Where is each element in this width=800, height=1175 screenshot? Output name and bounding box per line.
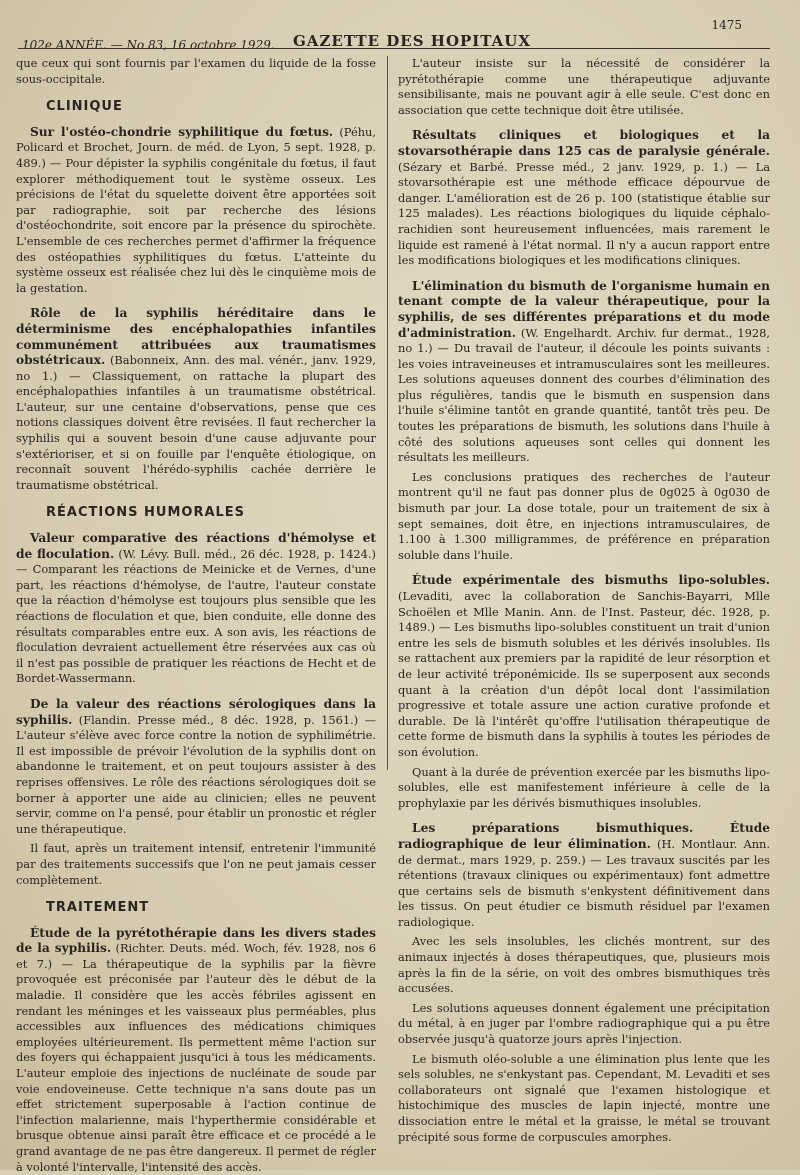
article-valeur-comparative [16, 531, 376, 687]
article-pyretotherapie [16, 926, 376, 1175]
section-clinique: CLINIQUE [46, 99, 123, 115]
article-paragraph: Avec les sels insolubles, les clichés montrent, sur des animaux injectés à doses thérapeutiques, que, plusieurs mois après la fin de la série, on voit des ombres bismuthiques très accusées. [398, 934, 770, 996]
article-paragraph: L'auteur insiste sur la nécessité de considérer la pyrétothérapie comme une thérapeutique adjuvante sensibilisante, mais ne pouvant agir à elle seule. C'est donc en association que cette technique doit être utilisée. [398, 56, 770, 117]
article-body: (W. Engelhardt. Archiv. fur dermat., 1928, no 1.) — Du travail de l'auteur, il découle les points suivants : les voies intraveineuses et intramusculaires sont les meilleures. Les solutions aqueuses donnent des courbes d'élimination des plus régulières, tandis que le bismuth en suspension dans l'huile s'élimine tantôt en grande quantité, tantôt très peu. De toutes les préparations de bismuth, les solutions dans l'huile à côté des solutions aqueuses sont celles qui donnent les résultats les meilleurs. [398, 325, 770, 465]
journal-title: GAZETTE DES HOPITAUX [293, 32, 532, 50]
article-bismuths-liposolubles [398, 573, 770, 760]
article-title: Rôle de la syphilis héréditaire dans le déterminisme des encéphalopathies infantiles communément attribuées aux traumatismes obstétricaux. [16, 306, 376, 368]
article-paragraph: Les conclusions pratiques des recherches de l'auteur montrent qu'il ne faut pas donner plus de 0g025 à 0g030 de bismuth par jour. La dose totale, pour un traitement de six à sept semaines, doit être, en injections intramusculaires, de 1.100 à 1.300 milligrammes, de préférence en préparation soluble dans l'huile. [398, 469, 770, 562]
article-osteochondrie [16, 125, 376, 297]
article-body: (Babonneix, Ann. des mal. vénér., janv. 1929, no 1.) — Classiquement, on rattache la plupart des encéphalopathies infantiles à un traumatisme obstétrical. L'auteur, sur une centaine d'observations, pense que ces notions classiques doivent être revisées. Il faut rechercher la syphilis qui a souvent besoin d'une cause adjuvante pour s'extérioriser, et si on fouille par l'enquête étiologique, on reconnaît souvent l'hérédo-syphilis cachée derrière le traumatisme obstétrical. [16, 353, 376, 492]
article-title: Valeur comparative des réactions d'hémolyse et de floculation. [16, 531, 376, 561]
header-rule [18, 48, 770, 49]
article-title: Les préparations bismuthiques. Étude radiographique de leur élimination. [398, 821, 770, 851]
article-paragraph: Quant à la durée de prévention exercée par les bismuths lipo-solubles, elle est manifestement inférieure à celle de la prophylaxie par les dérivés bismuthiques insolubles. [398, 764, 770, 810]
article-paragraph: Le bismuth oléo-soluble a une élimination plus lente que les sels solubles, ne s'enkystant pas. Cependant, M. Levaditi et ses collaborateurs ont signalé que l'examen histologique et histochimique des muscles de lapin injecté, montre une dissociation entre le métal et la graisse, le métal se trouvant précipité sous forme de corpuscules amorphes. [398, 1051, 770, 1144]
right-column [398, 56, 770, 1150]
article-body: (Levaditi, avec la collaboration de Sanchis-Bayarri, Mlle Schoëlen et Mlle Manin. Ann. de l'Inst. Pasteur, déc. 1928, p. 1489.) — Les bismuths lipo-solubles constituent un trait d'union entre les sels de bismuth solubles et les dérivés insolubles. Ils se rattachent aux premiers par la rapidité de leur résorption et de leur activité tréponémicide. Ils se superposent aux seconds quant à la création d'un dépôt local dont l'assimilation progressive et totale assure une action curative profonde et durable. De là l'intérêt qu'offre l'utilisation thérapeutique de cette forme de bismuth dans la syphilis à toutes les périodes de son évolution. [398, 589, 770, 759]
article-title: De la valeur des réactions sérologiques dans la syphilis. [16, 696, 376, 727]
left-column [16, 56, 377, 1174]
section-reactions-humorales: RÉACTIONS HUMORALES [46, 505, 246, 521]
article-title: L'élimination du bismuth de l'organisme humain en tenant compte de la valeur thérapeutique, pour la syphilis, de ses différentes préparations et du mode d'administration. [398, 278, 770, 340]
issue-line: 102e ANNÉE. — No 83, 16 octobre 1929. [22, 38, 275, 52]
section-traitement: TRAITEMENT [46, 900, 150, 916]
article-reactions-serologiques [16, 697, 376, 837]
article-paragraph: Il faut, après un traitement intensif, entretenir l'immunité par des traitements successifs que l'on ne peut jamais cesser complètement. [16, 841, 376, 887]
article-body: (W. Lévy. Bull. méd., 26 déc. 1928, p. 1424.) — Comparant les réactions de Meinicke et de Vernes, d'une part, les réactions d'hémolyse, de l'autre, l'auteur constate que la réaction d'hémolyse est toujours plus sensible que les réactions de floculation et que, bien conduite, elle donne des résultats comparables entre eux. A son avis, les réactions de floculation devraient actuellement être réservées aux cas où il n'est pas possible de pratiquer les réactions de Hecht et de Bordet-Wassermann. [16, 546, 376, 686]
article-preparations-bismuthiques [398, 821, 770, 930]
article-paragraph: Les solutions aqueuses donnent également une précipitation du métal, à en juger par l'ombre radiographique qui a pu être observée jusqu'à quatorze jours après l'injection. [398, 1000, 770, 1047]
article-title: Sur l'ostéo-chondrie syphilitique du fœtus. [30, 124, 334, 139]
columns [16, 56, 770, 1174]
article-body: (Richter. Deuts. méd. Woch, fév. 1928, nos 6 et 7.) — La thérapeutique de la syphilis par la fièvre provoquée est préconisée par l'auteur dès le début de la maladie. Il considère que les accès fébriles agissent en rendant les méninges et les vaisseaux plus perméables, plus accessibles aux influences des médications chimiques employées ultérieurement. Ils permettent même l'action sur des foyers qui échappaient jusqu'ici à tous les médicaments. L'auteur emploie des injections de nucléinate de soude par voie endoveineuse. Cette technique n'a sans doute pas un effet strictement superposable à l'action continue de l'infection malarienne, mais l'hyperthermie considérable et brusque obtenue ainsi paraît être efficace et ce procédé a le grand avantage de ne pas être dangereux. Il permet de régler à volonté l'intervalle, l'intensité des accès. [16, 941, 377, 1174]
article-title: Étude de la pyrétothérapie dans les divers stades de la syphilis. [16, 925, 376, 956]
article-body: (H. Montlaur. Ann. de dermat., mars 1929, p. 259.) — Les travaux suscités par les rétentions (travaux cliniques ou expérimentaux) font admettre que certains sels de bismuth s'enkystent définitivement dans les tissus. On peut étudier ce bismuth résiduel par l'examen radiologique. [398, 836, 770, 929]
article-title: Étude expérimentale des bismuths lipo-solubles. [412, 573, 770, 588]
article-stovarsotherapie [398, 128, 770, 268]
intro-paragraph: que ceux qui sont fournis par l'examen du liquide de la fosse sous-occipitale. [16, 56, 376, 86]
article-body: (Flandin. Presse méd., 8 déc. 1928, p. 1561.) — L'auteur s'élève avec force contre la notion de syphilimétrie. Il est impossible de prévoir l'évolution de la syphilis dont on abandonne le traitement, et on peut toujours assister à des reprises offensives. Le rôle des réactions sérologiques doit se borner à apporter une aide au clinicien; elles ne peuvent servir, comme on l'a pensé, pour établir un pronostic et régler une thérapeutique. [16, 712, 376, 836]
page-number: 1475 [711, 18, 742, 32]
column-divider [387, 56, 388, 770]
article-elimination-bismuth [398, 279, 770, 466]
page-header [18, 10, 780, 52]
article-title: Résultats cliniques et biologiques et la stovarsothérapie dans 125 cas de paralysie générale. [398, 128, 770, 158]
article-body: (Péhu, Policard et Brochet, Journ. de méd. de Lyon, 5 sept. 1928, p. 489.) — Pour dépister la syphilis congénitale du fœtus, il faut explorer méthodiquement tout le système osseux. Les précisions de l'état du squelette doivent être apportées soit par radiographie, soit par recherche des lésions d'ostéochondrite, soit encore par la présence du spirochète. L'ensemble de ces recherches permet d'affirmer la fréquence des ostéopathies syphilitiques du fœtus. L'atteinte du système osseux est réalisée chez lui dès le cinquième mois de la gestation. [16, 124, 376, 295]
article-body: (Sézary et Barbé. Presse méd., 2 janv. 1929, p. 1.) — La stovarsothérapie est une méthode efficace dépourvue de danger. L'amélioration est de 26 p. 100 (statistique établie sur 125 malades). Les réactions biologiques du liquide céphalo-rachidien sont heureusement influencées, mais rarement le liquide est ramené à l'état normal. Il n'y a aucun rapport entre les modifications biologiques et les modifications cliniques. [398, 159, 770, 268]
article-syphilis-hereditaire [16, 306, 376, 493]
